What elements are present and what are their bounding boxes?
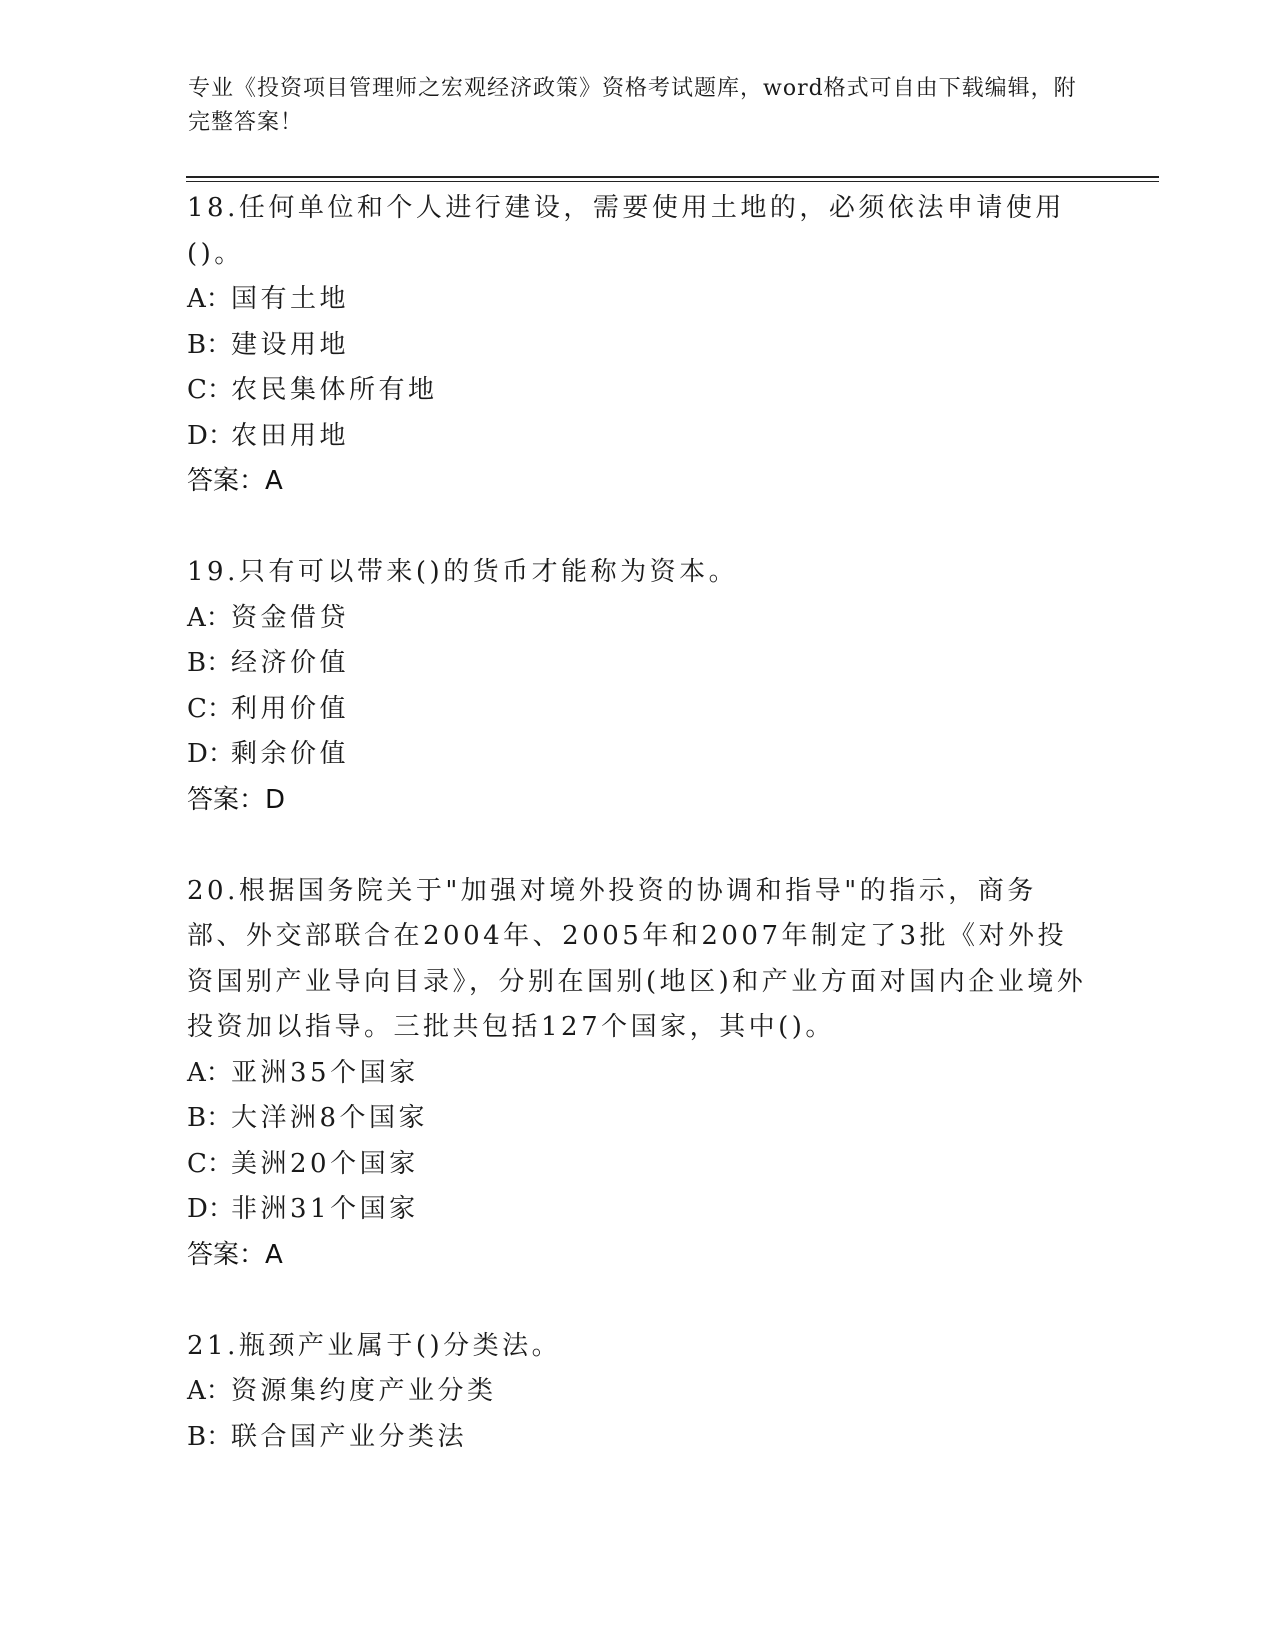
- option-text: 国有土地: [231, 284, 350, 314]
- option-c: [187, 1142, 1087, 1188]
- option-text: 资金借贷: [231, 602, 350, 633]
- option-a: [187, 1369, 1087, 1415]
- option-text: 亚洲35个国家: [231, 1057, 419, 1088]
- option-text: 联合国产业分类法: [231, 1421, 468, 1452]
- option-text: 利用价值: [231, 693, 350, 724]
- question-text: 21.瓶颈产业属于()分类法。: [187, 1330, 562, 1361]
- option-key: D：: [187, 420, 234, 451]
- option-text: 资源集约度产业分类: [231, 1376, 497, 1406]
- option-key: A：: [187, 1376, 232, 1406]
- spacer: [187, 505, 1087, 551]
- option-key: C：: [187, 693, 233, 724]
- option-text: 建设用地: [231, 329, 350, 360]
- answer-line: 答案：D: [187, 784, 286, 815]
- option-key: A：: [187, 284, 232, 314]
- option-key: D：: [187, 739, 234, 769]
- option-key: B：: [187, 648, 233, 678]
- option-key: B：: [187, 1103, 233, 1133]
- option-c: [187, 368, 1087, 414]
- option-key: D：: [187, 1194, 234, 1224]
- option-key: C：: [187, 375, 233, 405]
- option-text: 大洋洲8个国家: [231, 1103, 429, 1133]
- option-text: 经济价值: [231, 648, 350, 678]
- question-text: 20.根据国务院关于"加强对境外投资的协调和指导"的指示，商务部、外交部联合在2004年、2005年和2007年制定了3批《对外投资国别产业导向目录》，分别在国别(地区)和产业方面对国内企业境外投资加以指导。三批共包括127个国家，其中()。: [187, 875, 1087, 1042]
- option-key: A：: [187, 1057, 232, 1088]
- question-19: [187, 550, 1087, 823]
- question-text: 19.只有可以带来()的货币才能称为资本。: [187, 557, 739, 587]
- option-key: B：: [187, 329, 233, 360]
- spacer: [187, 823, 1087, 869]
- option-d: [187, 1187, 1087, 1233]
- header-divider-thin: [186, 181, 1159, 182]
- question-20: [187, 869, 1087, 1279]
- option-a: [187, 1051, 1087, 1097]
- option-text: 农民集体所有地: [231, 375, 438, 405]
- document-header: 专业《投资项目管理师之宏观经济政策》资格考试题库，word格式可自由下载编辑，附完整答案！: [188, 76, 1077, 135]
- option-a: [187, 277, 1087, 323]
- option-b: [187, 1096, 1087, 1142]
- option-b: [187, 323, 1087, 369]
- option-text: 非洲31个国家: [231, 1194, 419, 1224]
- answer-line: 答案：A: [187, 1239, 283, 1270]
- option-key: C：: [187, 1148, 233, 1179]
- option-text: 农田用地: [231, 420, 350, 451]
- option-key: B：: [187, 1421, 233, 1452]
- option-a: [187, 596, 1087, 642]
- option-d: [187, 414, 1087, 460]
- option-key: A：: [187, 602, 232, 633]
- option-c: [187, 687, 1087, 733]
- question-21: [187, 1324, 1087, 1461]
- question-list: [187, 186, 1087, 1460]
- option-b: [187, 1415, 1087, 1461]
- option-b: [187, 641, 1087, 687]
- question-18: [187, 186, 1087, 505]
- option-text: 剩余价值: [231, 739, 350, 769]
- answer-line: 答案：A: [187, 466, 283, 496]
- option-d: [187, 732, 1087, 778]
- header-divider: [186, 176, 1159, 178]
- spacer: [187, 1278, 1087, 1324]
- option-text: 美洲20个国家: [231, 1148, 419, 1179]
- question-text: 18.任何单位和个人进行建设，需要使用土地的，必须依法申请使用()。: [187, 193, 1065, 269]
